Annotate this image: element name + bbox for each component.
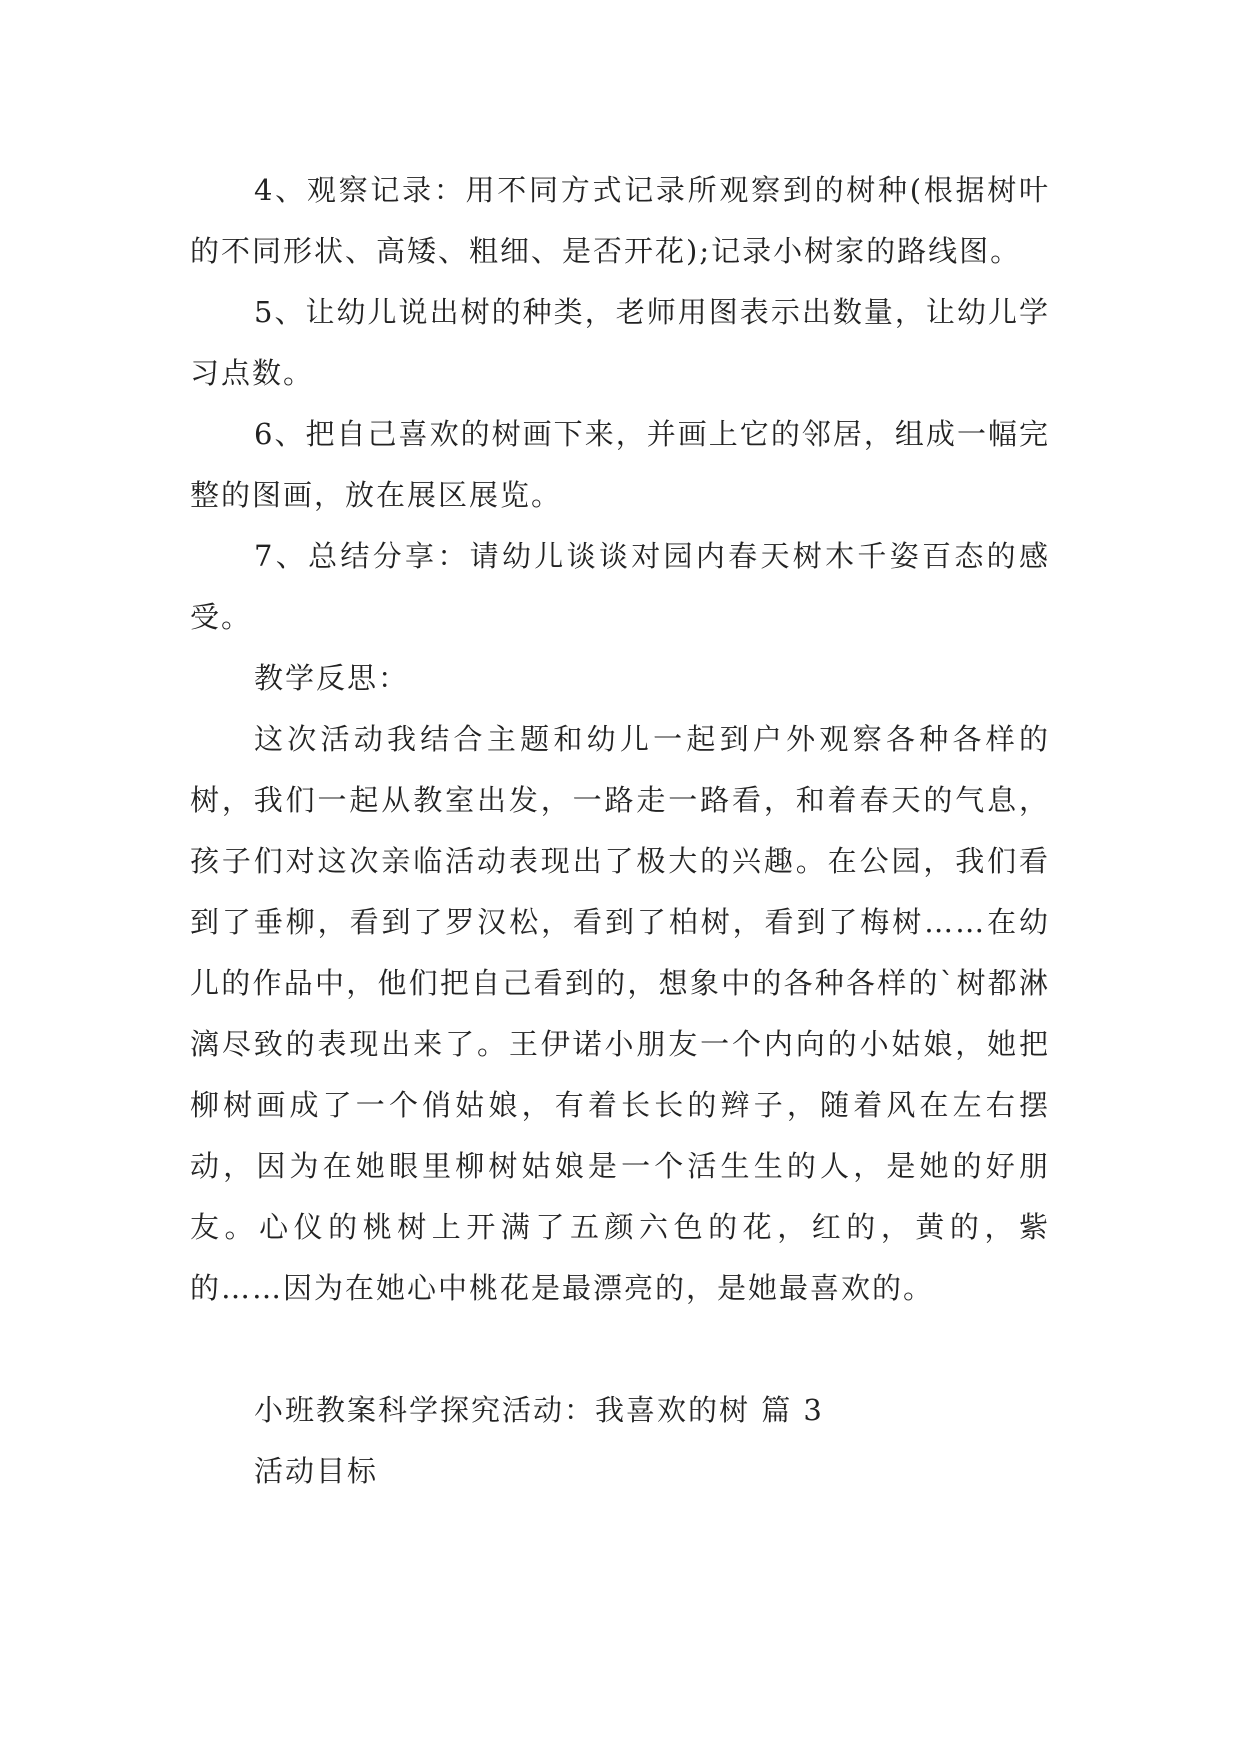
paragraph-step-6: 6、把自己喜欢的树画下来，并画上它的邻居，组成一幅完整的图画，放在展区展览。 bbox=[190, 417, 1050, 512]
reflection-paragraph: 这次活动我结合主题和幼儿一起到户外观察各种各样的树，我们一起从教室出发，一路走一路看，和着春天的气息，孩子们对这次亲临活动表现出了极大的兴趣。在公园，我们看到了垂柳，看到了罗汉松，看到了柏树，看到了梅树……在幼儿的作品中，他们把自己看到的，想象中的各种各样的`树都淋漓尽致的表现出来了。王伊诺小朋友一个内向的小姑娘，她把柳树画成了一个俏姑娘，有着长长的辫子，随着风在左右摆动，因为在她眼里柳树姑娘是一个活生生的人，是她的好朋友。心仪的桃树上开满了五颜六色的花，红的，黄的，紫的……因为在她心中桃花是最漂亮的，是她最喜欢的。 bbox=[190, 722, 1050, 1305]
reflection-heading: 教学反思： bbox=[254, 661, 410, 695]
section-subtitle: 活动目标 bbox=[254, 1454, 379, 1488]
paragraph-step-7: 7、总结分享：请幼儿谈谈对园内春天树木千姿百态的感受。 bbox=[190, 539, 1050, 634]
document-body bbox=[190, 160, 1050, 1502]
section-gap bbox=[190, 1319, 1050, 1380]
section-title: 小班教案科学探究活动：我喜欢的树 篇 3 bbox=[254, 1393, 824, 1427]
paragraph-step-4: 4、观察记录：用不同方式记录所观察到的树种(根据树叶的不同形状、高矮、粗细、是否开花);记录小树家的路线图。 bbox=[190, 173, 1050, 268]
paragraph-step-5: 5、让幼儿说出树的种类，老师用图表示出数量，让幼儿学习点数。 bbox=[190, 295, 1050, 390]
